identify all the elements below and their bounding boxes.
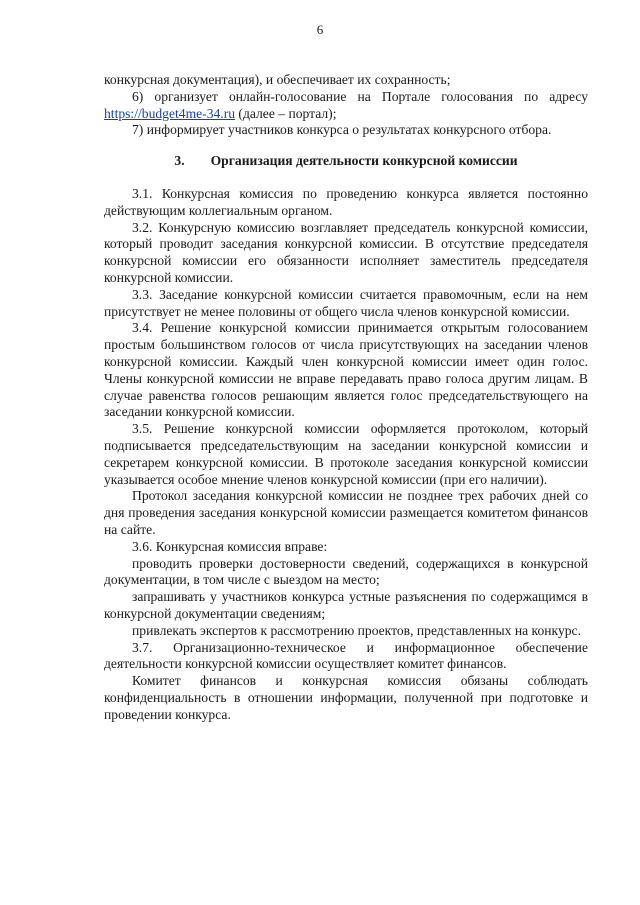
paragraph-3-6-a: проводить проверки достоверности сведений, содержащихся в конкурсной документации, в том числе с выездом на место;	[104, 555, 588, 588]
section-heading	[104, 153, 588, 170]
paragraph-3-5: 3.5. Решение конкурсной комиссии оформляется протоколом, который подписывается председательствующим на заседании конкурсной комиссии и секретарем конкурсной комиссии. В протоколе заседания конкурсной комиссии указывается особое мнение членов конкурсной комиссии (при его наличии).	[104, 421, 588, 487]
paragraph-3-3: 3.3. Заседание конкурсной комиссии считается правомочным, если на нем присутствует не менее половины от общего числа членов конкурсной комиссии.	[104, 286, 588, 319]
section-number: 3.	[174, 153, 185, 169]
paragraph-3-1: 3.1. Конкурсная комиссия по проведению конкурса является постоянно действующим коллегиальным органом.	[104, 185, 588, 218]
list-item-6-tail: (далее – портал);	[235, 105, 337, 121]
paragraph-3-7: 3.7. Организационно-техническое и информационное обеспечение деятельности конкурсной комиссии осуществляет комитет финансов.	[104, 639, 588, 672]
text-line-continuation: конкурсная документация), и обеспечивает их сохранность;	[104, 72, 451, 87]
document-body	[104, 72, 588, 723]
paragraph-3-4: 3.4. Решение конкурсной комиссии принимается открытым голосованием простым большинством голосов от числа присутствующих на заседании членов конкурсной комиссии. Каждый член конкурсной комиссии имеет один голос. Члены конкурсной комиссии не вправе передавать право голоса другим лицам. В случае равенства голосов решающим является голос председательствующего на заседании конкурсной комиссии.	[104, 320, 588, 420]
paragraph-3-6-b: запрашивать у участников конкурса устные разъяснения по содержащимся в конкурсной документации сведениям;	[104, 589, 588, 621]
list-item-7: 7) информирует участников конкурса о результатах конкурсного отбора.	[132, 122, 552, 138]
section-title: Организация деятельности конкурсной комиссии	[210, 153, 518, 169]
list-item-6-text: 6) организует онлайн-голосование на Портале голосования по адресу	[132, 88, 588, 104]
page-number: 6	[316, 22, 324, 37]
paragraph-3-6: 3.6. Конкурсная комиссия вправе:	[132, 538, 328, 554]
paragraph-protocol: Протокол заседания конкурсной комиссии не позднее трех рабочих дней со дня проведения заседания конкурсной комиссии размещается комитетом финансов на сайте.	[104, 488, 588, 537]
list-item-6	[104, 89, 588, 123]
paragraph-3-6-c: привлекать экспертов к рассмотрению проектов, представленных на конкурс.	[132, 622, 581, 638]
paragraph-3-2: 3.2. Конкурсную комиссию возглавляет председатель конкурсной комиссии, который проводит заседания конкурсной комиссии. В отсутствие председателя конкурсной комиссии его обязанности исполняет заместитель председателя конкурсной комиссии.	[104, 219, 588, 285]
paragraph-confidentiality: Комитет финансов и конкурсная комиссия обязаны соблюдать конфиденциальность в отношении информации, полученной при подготовке и проведении конкурса.	[104, 673, 588, 722]
portal-link[interactable]: https://budget4me-34.ru	[104, 105, 236, 121]
